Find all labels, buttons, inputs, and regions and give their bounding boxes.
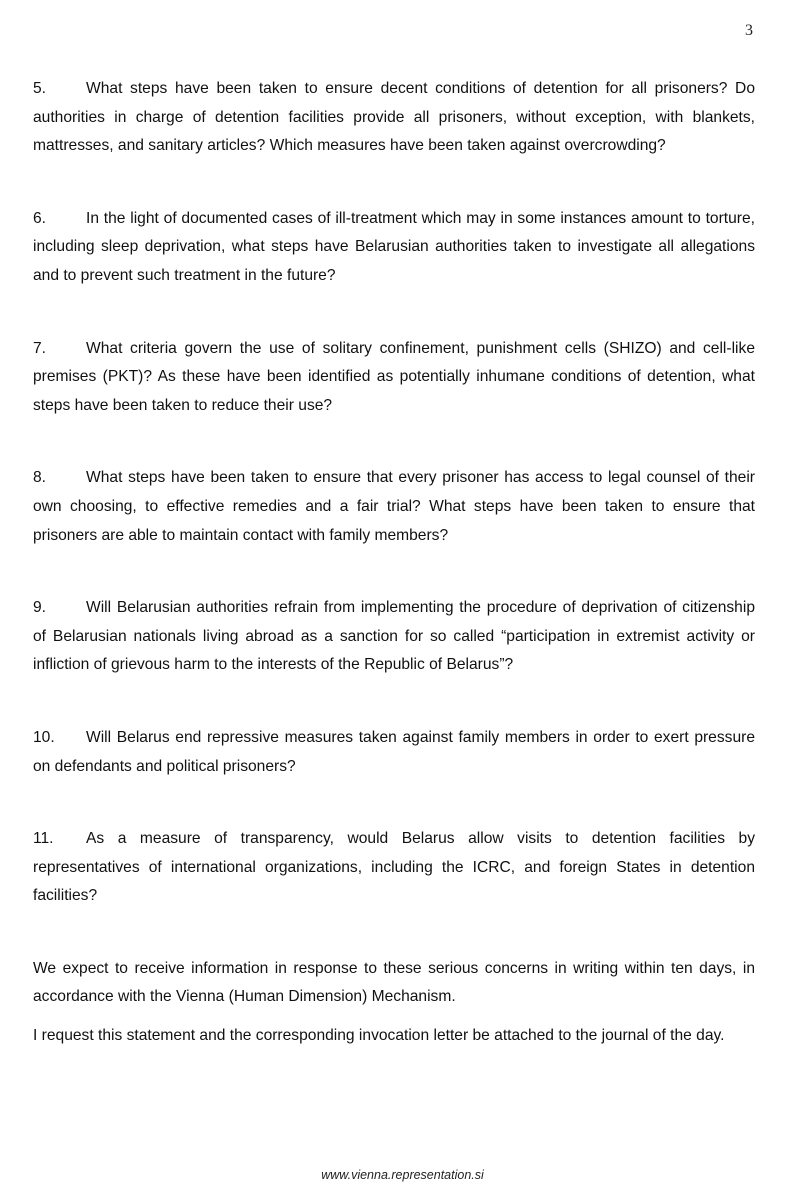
- question-text: What steps have been taken to ensure that every prisoner has access to legal counsel of their own choosing, to effective remedies and a fair trial? What steps have been taken to ensure that prisoners are able to maintain contact with family members?: [33, 469, 755, 544]
- question-number: 9.: [33, 599, 47, 617]
- question-10: [33, 724, 755, 781]
- question-8: [33, 464, 755, 550]
- question-number: 7.: [33, 339, 47, 357]
- question-7: [33, 335, 755, 421]
- closing-expectation: We expect to receive information in response to these serious concerns in writing within ten days, in accordance with the Vienna (Human Dimension) Mechanism.: [33, 959, 755, 1006]
- question-9: [33, 594, 755, 680]
- question-text: Will Belarusian authorities refrain from implementing the procedure of deprivation of citizenship of Belarusian nationals living abroad as a sanction for so called “participation in extremist activity or infliction of grievous harm to the interests of the Republic of Belarus”?: [33, 599, 755, 674]
- question-number: 11.: [33, 830, 54, 848]
- question-number: 6.: [33, 209, 47, 227]
- question-number: 5.: [33, 80, 47, 97]
- document-body: [33, 75, 755, 1061]
- question-5: [33, 75, 755, 161]
- closing-request: I request this statement and the corresponding invocation letter be attached to the journal of the day.: [33, 1027, 725, 1045]
- question-number: 10.: [33, 728, 55, 746]
- question-number: 8.: [33, 469, 47, 487]
- page-number: 3: [745, 22, 753, 39]
- question-text: In the light of documented cases of ill-treatment which may in some instances amount to torture, including sleep deprivation, what steps have Belarusian authorities taken to investigate all allegations and to prevent such treatment in the future?: [33, 209, 755, 284]
- question-text: What criteria govern the use of solitary confinement, punishment cells (SHIZO) and cell-like premises (PKT)? As these have been identified as potentially inhumane conditions of detention, what steps have been taken to reduce their use?: [33, 339, 755, 414]
- question-text: Will Belarus end repressive measures taken against family members in order to exert pressure on defendants and political prisoners?: [33, 728, 755, 775]
- question-11: [33, 825, 755, 911]
- question-6: [33, 205, 755, 291]
- question-text: As a measure of transparency, would Belarus allow visits to detention facilities by representatives of international organizations, including the ICRC, and foreign States in detention facilities?: [33, 830, 755, 905]
- question-text: What steps have been taken to ensure decent conditions of detention for all prisoners? Do authorities in charge of detention facilities provide all prisoners, without exception, with blankets, mattresses, and sanitary articles? Which measures have been taken against overcrowding?: [33, 80, 755, 155]
- footer-website: www.vienna.representation.si: [321, 1168, 484, 1182]
